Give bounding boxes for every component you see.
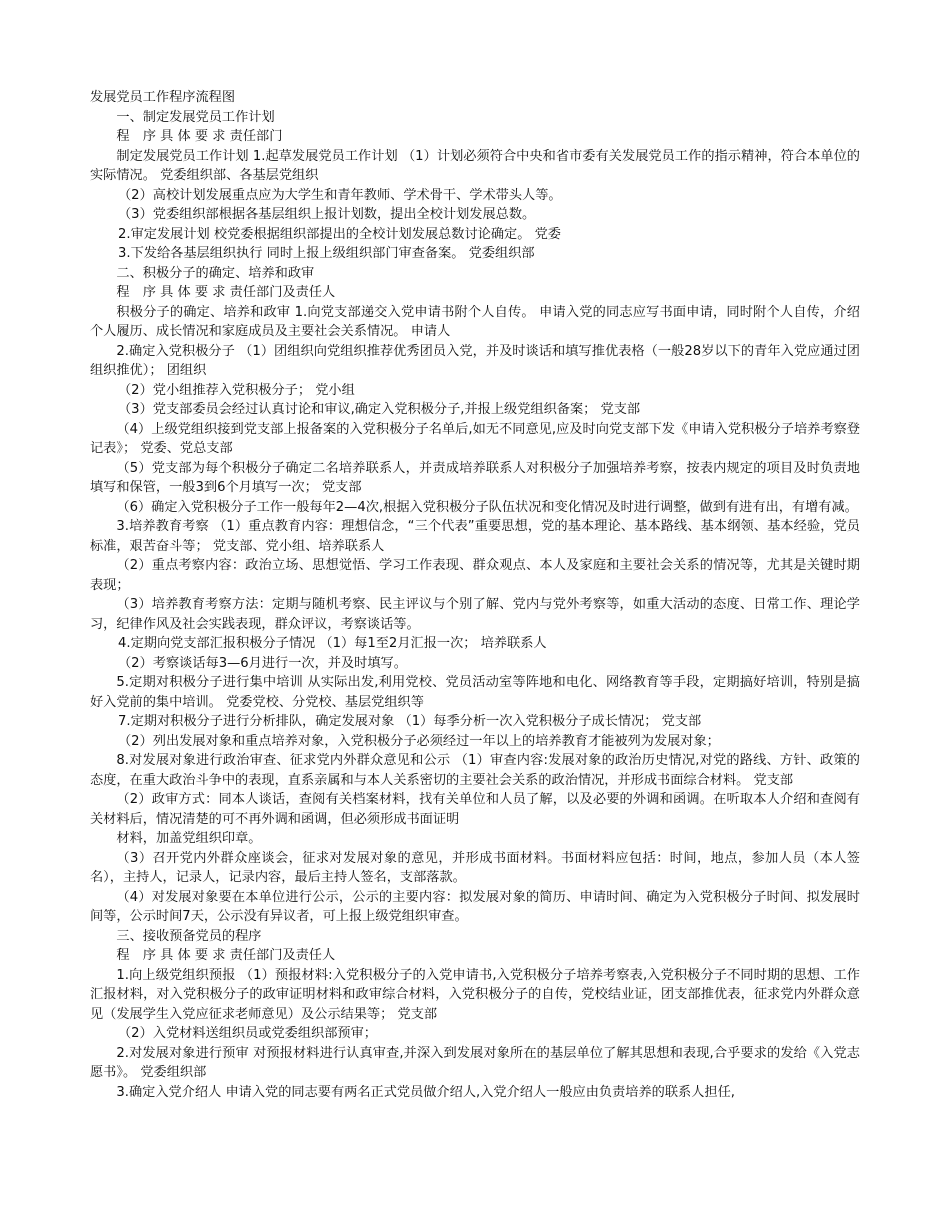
paragraph: （4）对发展对象要在本单位进行公示，公示的主要内容：拟发展对象的简历、申请时间、确定为入党积极分子时间、拟发展时间等，公示时间7天，公示没有异议者，可上报上级党组织审查。 [90, 889, 860, 924]
paragraph: （3）党委组织部根据各基层组织上报计划数，提出全校计划发展总数。 [118, 207, 536, 222]
section-1-column-header: 程 序 具 体 要 求 责任部门 [116, 129, 283, 144]
paragraph: 2.对发展对象进行预审 对预报材料进行认真审查,并深入到发展对象所在的基层单位了解其思想和表现,合乎要求的发给《入党志愿书》。 党委组织部 [90, 1045, 860, 1080]
paragraph: （3）召开党内外群众座谈会，征求对发展对象的意见，并形成书面材料。书面材料应包括：时间，地点，参加人员（本人签名），主持人，记录人，记录内容，最后主持人签名，支部落款。 [90, 850, 860, 885]
paragraph: （2）党小组推荐入党积极分子； 党小组 [118, 382, 355, 398]
paragraph: （5）党支部为每个积极分子确定二名培养联系人，并责成培养联系人对积极分子加强培养考察，按表内规定的项目及时负责地填写和保管，一般3到6个月填写一次； 党支部 [90, 460, 860, 495]
paragraph: （4）上级党组织接到党支部上报备案的入党积极分子名单后,如无不同意见,应及时向党支部下发《申请入党积极分子培养考察登记表》； 党委、党总支部 [90, 421, 860, 456]
paragraph: 制定发展党员工作计划 1.起草发展党员工作计划 （1）计划必须符合中央和省市委有关发展党员工作的指示精神，符合本单位的实际情况。 党委组织部、各基层党组织 [90, 148, 860, 183]
paragraph: （2）入党材料送组织员或党委组织部预审； [118, 1026, 377, 1041]
paragraph: 材料，加盖党组织印章。 [116, 831, 262, 846]
paragraph: 3.下发给各基层组织执行 同时上报上级组织部门审查备案。 党委组织部 [118, 246, 535, 261]
document-title: 发展党员工作程序流程图 [90, 90, 236, 105]
paragraph: （2）列出发展对象和重点培养对象，入党积极分子必须经过一年以上的培养教育才能被列为发展对象； [118, 733, 720, 749]
section-3-column-header: 程 序 具 体 要 求 责任部门及责任人 [116, 948, 336, 963]
section-2-column-header: 程 序 具 体 要 求 责任部门及责任人 [116, 285, 336, 300]
section-3-heading: 三、接收预备党员的程序 [116, 928, 262, 944]
paragraph: （2）重点考察内容：政治立场、思想觉悟、学习工作表现、群众观点、本人及家庭和主要社会关系的情况等，尤其是关键时期表现； [90, 558, 860, 593]
paragraph: 1.向上级党组织预报 （1）预报材料:入党积极分子的入党申请书,入党积极分子培养考察表,入党积极分子不同时期的思想、工作汇报材料，对入党积极分子的政审证明材料和政审综合材料，入党积极分子的自传，党校结业证，团支部推优表，征求党内外群众意见（发展学生入党应征求老师意见）及公示结果等； 党支部 [90, 967, 860, 1022]
paragraph: （2）高校计划发展重点应为大学生和青年教师、学术骨干、学术带头人等。 [118, 187, 562, 203]
document-body [90, 88, 860, 1102]
section-2-heading: 二、积极分子的确定、培养和政审 [116, 265, 315, 281]
paragraph: （2）政审方式：同本人谈话，查阅有关档案材料，找有关单位和人员了解，以及必要的外调和函调。在听取本人介绍和查阅有关材料后，情况清楚的可不再外调和函调，但必须形成书面证明 [90, 792, 860, 827]
paragraph: 8.对发展对象进行政治审查、征求党内外群众意见和公示 （1）审查内容:发展对象的政治历史情况,对党的路线、方针、政策的态度，在重大政治斗争中的表现，直系亲属和与本人关系密切的主要社会关系的政治情况，并形成书面综合材料。 党支部 [90, 753, 860, 788]
paragraph: （3）培养教育考察方法：定期与随机考察、民主评议与个别了解、党内与党外考察等，如重大活动的态度、日常工作、理论学习，纪律作风及社会实践表现，群众评议，考察谈话等。 [90, 597, 860, 632]
paragraph: （2）考察谈话每3—6月进行一次，并及时填写。 [118, 655, 407, 671]
paragraph: 2.确定入党积极分子 （1）团组织向党组织推荐优秀团员入党，并及时谈话和填写推优表格（一般28岁以下的青年入党应通过团组织推优）； 团组织 [90, 343, 860, 378]
paragraph: 3.确定入党介绍人 申请入党的同志要有两名正式党员做介绍人,入党介绍人一般应由负责培养的联系人担任, [116, 1084, 735, 1100]
paragraph: 7.定期对积极分子进行分析排队，确定发展对象 （1）每季分析一次入党积极分子成长情况； 党支部 [118, 714, 702, 729]
paragraph: 2.审定发展计划 校党委根据组织部提出的全校计划发展总数讨论确定。 党委 [118, 226, 561, 242]
paragraph: 5.定期对积极分子进行集中培训 从实际出发,利用党校、党员活动室等阵地和电化、网络教育等手段，定期搞好培训，特别是搞好入党前的集中培训。 党委党校、分党校、基层党组织等 [90, 675, 860, 710]
paragraph: （6）确定入党积极分子工作一般每年2—4次,根据入党积极分子队伍状况和变化情况及时进行调整，做到有进有出，有增有减。 [116, 499, 858, 515]
paragraph: 积极分子的确定、培养和政审 1.向党支部递交入党申请书附个人自传。 申请入党的同志应写书面申请，同时附个人自传，介绍个人履历、成长情况和家庭成员及主要社会关系情况。 申请人 [90, 304, 860, 339]
section-1-heading: 一、制定发展党员工作计划 [116, 109, 275, 125]
paragraph: 3.培养教育考察 （1）重点教育内容：理想信念，“三个代表”重要思想，党的基本理论、基本路线、基本纲领、基本经验，党员标准，艰苦奋斗等； 党支部、党小组、培养联系人 [90, 519, 860, 554]
paragraph: 4.定期向党支部汇报积极分子情况 （1）每1至2月汇报一次； 培养联系人 [118, 636, 547, 651]
paragraph: （3）党支部委员会经过认真讨论和审议,确定入党积极分子,并报上级党组织备案； 党支部 [118, 402, 641, 417]
